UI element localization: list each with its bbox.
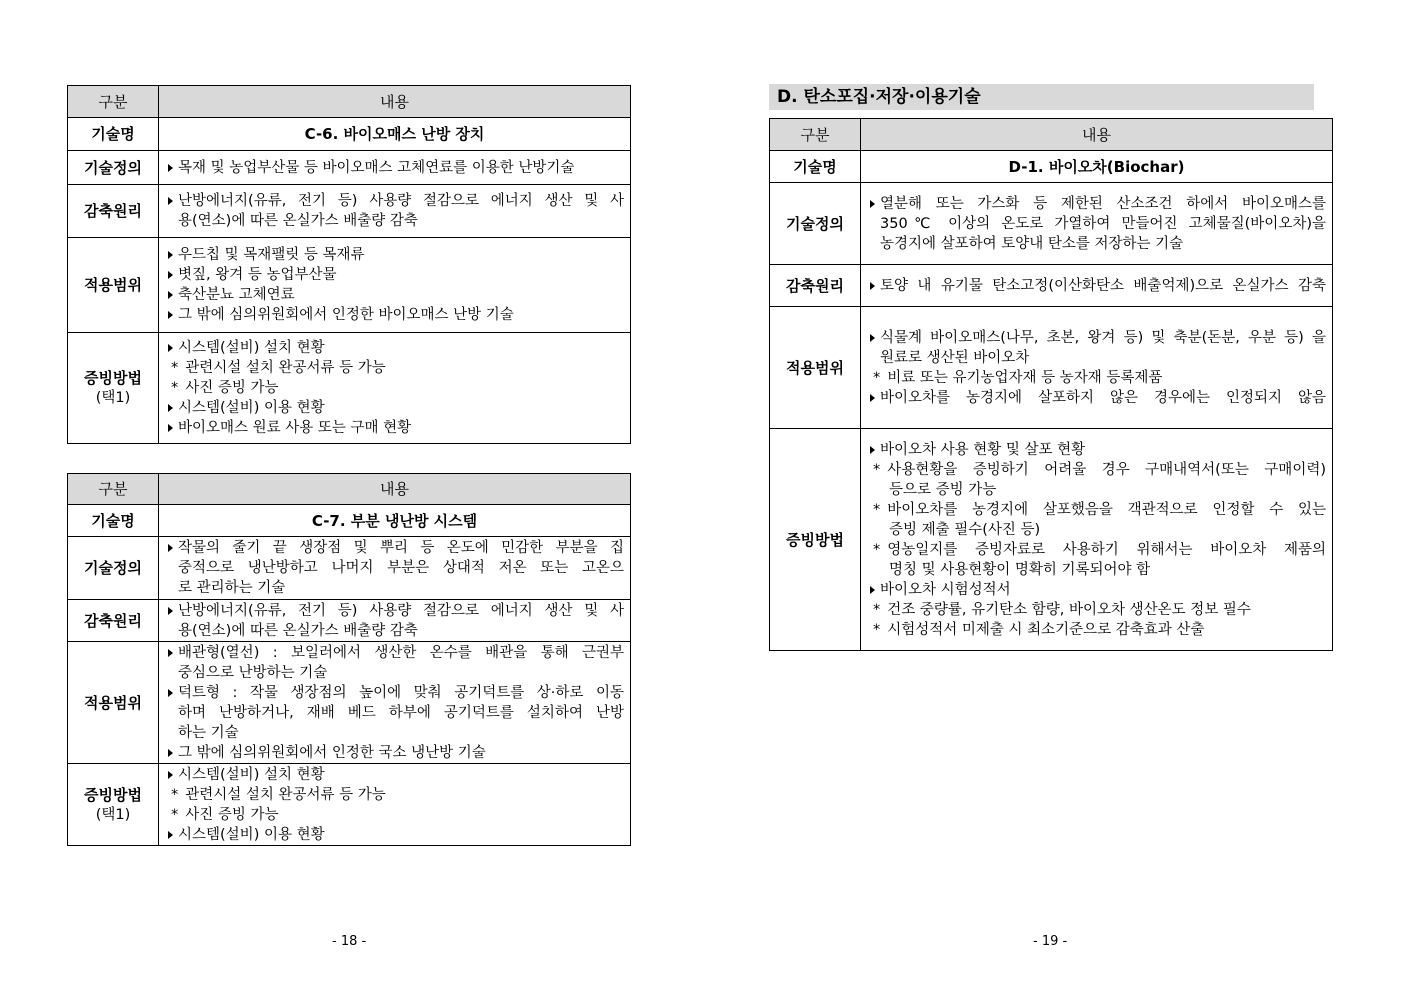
table-header-row [68,474,631,505]
row-proof [68,333,631,444]
row-proof [770,429,1333,651]
scope-line: 하며 난방하거나, 재배 베드 하부에 공기덕트를 설치하여 난방 [178,704,624,721]
scope-content [159,238,631,333]
table-c6 [67,85,631,444]
label-scope: 적용범위 [770,307,861,429]
header-category: 구분 [68,86,159,118]
scope-line: 중심으로 난방하는 기술 [178,664,328,681]
header-content: 내용 [861,119,1333,151]
scope-line: 볏짚, 왕겨 등 농업부산물 [167,265,624,285]
row-principle [770,265,1333,307]
proof-line: 시스템(설비) 이용 현황 [167,825,624,845]
label-tech-name: 기술명 [770,151,861,183]
scope-note: * 비료 또는 유기농업자재 등 농자재 등록제품 [869,368,1326,388]
label-tech-name: 기술명 [68,505,159,537]
scope-line: 덕트형 : 작물 생장점의 높이에 맞춰 공기덕트를 상·하로 이동 [167,683,624,703]
table-c7 [67,473,631,846]
row-scope [68,642,631,764]
header-content: 내용 [159,86,631,118]
principle-line: 용(연소)에 따른 온실가스 배출량 감축 [178,622,418,639]
definition-content [861,183,1333,265]
label-proof: 증빙방법 [84,785,142,804]
proof-note-cont: 명칭 및 사용현황이 명확히 기록되어야 함 [889,561,1151,578]
label-definition: 기술정의 [68,151,159,185]
section-title: D. 탄소포집·저장·이용기술 [769,84,1314,110]
page-number-left: - 18 - [332,934,367,949]
label-proof: 증빙방법 [770,429,861,651]
label-proof-sub: (택1) [95,806,131,823]
definition-content [159,151,631,185]
row-definition [68,151,631,185]
definition-line: 열분해 또는 가스화 등 제한된 산소조건 하에서 바이오매스를 [869,194,1326,214]
tech-name: D-1. 바이오차(Biochar) [861,151,1333,183]
proof-line: 시스템(설비) 설치 현황 [167,338,624,358]
scope-line: 그 밖에 심의위원회에서 인정한 국소 냉난방 기술 [167,743,624,763]
proof-line: 바이오차 사용 현황 및 살포 현황 [869,440,1326,460]
table-header-row [770,119,1333,151]
proof-content [159,333,631,444]
scope-line: 그 밖에 심의위원회에서 인정한 바이오매스 난방 기술 [167,305,624,325]
principle-content [861,265,1333,307]
principle-content [159,185,631,238]
label-scope: 적용범위 [68,642,159,764]
label-principle: 감축원리 [68,185,159,238]
proof-content [159,764,631,846]
proof-note-cont: 증빙 제출 필수(사진 등) [889,521,1041,538]
row-definition [68,537,631,600]
definition-line: 목재 및 농업부산물 등 바이오매스 고체연료를 이용한 난방기술 [167,158,624,178]
proof-note: * 건조 중량률, 유기탄소 함량, 바이오차 생산온도 정보 필수 [869,600,1326,620]
label-proof-cell [68,333,159,444]
proof-line: 바이오매스 원료 사용 또는 구매 현황 [167,418,624,438]
header-category: 구분 [770,119,861,151]
principle-line: 난방에너지(유류, 전기 등) 사용량 절감으로 에너지 생산 및 사 [167,191,624,211]
proof-line: 바이오차 시험성적서 [869,580,1326,600]
row-principle [68,185,631,238]
definition-line: 로 관리하는 기술 [178,580,286,596]
scope-line: 원료로 생산된 바이오차 [880,349,1030,366]
tech-name: C-6. 바이오매스 난방 장치 [159,118,631,151]
label-proof-cell [68,764,159,846]
row-proof [68,764,631,846]
label-proof-sub: (택1) [95,390,131,406]
proof-line: 시스템(설비) 이용 현황 [167,398,624,418]
scope-line: 우드칩 및 목재팰릿 등 목재류 [167,245,624,265]
label-proof: 증빙방법 [84,369,142,387]
proof-note: * 관련시설 설치 완공서류 등 가능 [167,358,624,378]
principle-content [159,600,631,642]
principle-line: 난방에너지(유류, 전기 등) 사용량 절감으로 에너지 생산 및 사 [167,601,624,621]
header-category: 구분 [68,474,159,505]
proof-note: * 사진 증빙 가능 [167,378,624,398]
scope-content [861,307,1333,429]
row-scope [68,238,631,333]
label-tech-name: 기술명 [68,118,159,151]
proof-content [861,429,1333,651]
proof-note: * 사용현황을 증빙하기 어려울 경우 구매내역서(또는 구매이력) [869,460,1326,480]
principle-line: 토양 내 유기물 탄소고정(이산화탄소 배출억제)으로 온실가스 감축 [869,276,1326,296]
row-scope [770,307,1333,429]
label-scope: 적용범위 [68,238,159,333]
definition-line: 작물의 줄기 끝 생장점 및 뿌리 등 온도에 민감한 부분을 집 [167,538,624,558]
principle-line: 용(연소)에 따른 온실가스 배출량 감축 [178,213,418,229]
row-definition [770,183,1333,265]
definition-line: 중적으로 냉난방하고 나머지 부분은 상대적 저온 또는 고온으 [178,560,624,576]
scope-line: 하는 기술 [178,724,239,741]
scope-line: 식물계 바이오매스(나무, 초본, 왕겨 등) 및 축분(돈분, 우분 등) 을 [869,328,1326,348]
scope-content [159,642,631,764]
scope-line: 배관형(열선) : 보일러에서 생산한 온수를 배관을 통해 근권부 [167,643,624,663]
proof-note: * 시험성적서 미제출 시 최소기준으로 감축효과 산출 [869,620,1326,640]
table-d1 [769,118,1333,651]
proof-note: * 영농일지를 증빙자료로 사용하기 위해서는 바이오차 제품의 [869,540,1326,560]
scope-line: 바이오차를 농경지에 살포하지 않은 경우에는 인정되지 않음 [869,388,1326,408]
label-principle: 감축원리 [770,265,861,307]
definition-content [159,537,631,600]
proof-note: * 바이오차를 농경지에 살포했음을 객관적으로 인정할 수 있는 [869,500,1326,520]
tech-name: C-7. 부분 냉난방 시스템 [159,505,631,537]
header-content: 내용 [159,474,631,505]
row-tech-name [68,505,631,537]
table-header-row [68,86,631,118]
proof-note: * 사진 증빙 가능 [167,805,624,825]
proof-note: * 관련시설 설치 완공서류 등 가능 [167,785,624,805]
proof-note-cont: 등으로 증빙 가능 [889,481,997,498]
proof-line: 시스템(설비) 설치 현황 [167,765,624,785]
row-tech-name [770,151,1333,183]
label-principle: 감축원리 [68,600,159,642]
definition-line: 350℃ 이상의 온도로 가열하여 만들어진 고체물질(바이오차)을 [880,215,1326,232]
label-definition: 기술정의 [770,183,861,265]
page-number-right: - 19 - [1033,934,1068,949]
row-tech-name [68,118,631,151]
definition-line: 농경지에 살포하여 토양내 탄소를 저장하는 기술 [880,235,1184,252]
scope-line: 축산분뇨 고체연료 [167,285,624,305]
label-definition: 기술정의 [68,537,159,600]
row-principle [68,600,631,642]
